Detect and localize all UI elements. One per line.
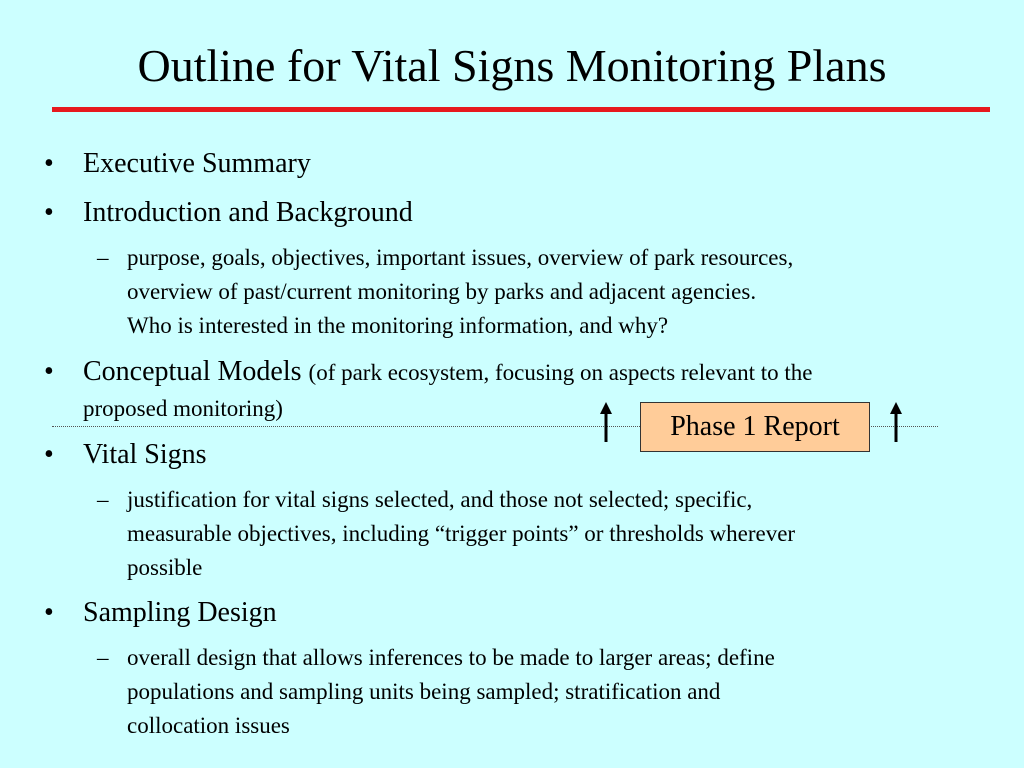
outline-item-vital-signs: Vital Signs [83, 439, 207, 470]
bullet-glyph: • [44, 356, 54, 387]
sub-item-line: Who is interested in the monitoring information, and why? [127, 313, 669, 338]
sub-item-line: overall design that allows inferences to be made to larger areas; define [127, 645, 775, 670]
sub-item-line: collocation issues [127, 713, 290, 738]
sub-item-line: populations and sampling units being sampled; stratification and [127, 679, 721, 704]
dash-glyph: – [97, 645, 109, 670]
dash-glyph: – [97, 487, 109, 512]
sub-item-line: justification for vital signs selected, and those not selected; specific, [127, 487, 753, 512]
phase-1-report-box: Phase 1 Report [640, 402, 870, 452]
outline-item-introduction: Introduction and Background [83, 197, 413, 228]
up-arrow-icon [886, 402, 906, 442]
bullet-glyph: • [44, 597, 54, 628]
dash-glyph: – [97, 245, 109, 270]
sub-item-line: purpose, goals, objectives, important issues, overview of park resources, [127, 245, 794, 270]
conceptual-models-note: (of park ecosystem, focusing on aspects relevant to the [308, 360, 813, 385]
bullet-glyph: • [44, 197, 54, 228]
sub-item-line: measurable objectives, including “trigger points” or thresholds wherever [127, 521, 796, 546]
bullet-glyph: • [44, 439, 54, 470]
outline-item-executive-summary: Executive Summary [83, 148, 311, 179]
outline-item-sampling-design: Sampling Design [83, 597, 277, 628]
slide-title: Outline for Vital Signs Monitoring Plans [137, 40, 887, 91]
sub-item-line: possible [127, 555, 203, 580]
bullet-glyph: • [44, 148, 54, 179]
sub-item-line: overview of past/current monitoring by parks and adjacent agencies. [127, 279, 757, 304]
up-arrow-icon [596, 402, 616, 442]
conceptual-models-label: Conceptual Models [83, 356, 302, 387]
conceptual-models-note-cont: proposed monitoring) [83, 396, 283, 421]
outline-item-conceptual-models [83, 355, 812, 390]
title-underline [52, 107, 990, 112]
